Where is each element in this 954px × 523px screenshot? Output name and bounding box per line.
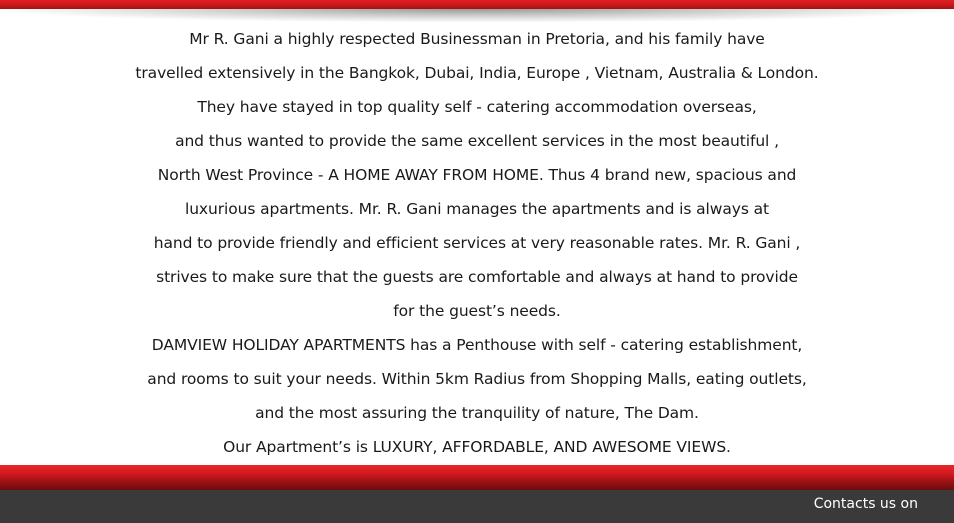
about-line: and thus wanted to provide the same excellent services in the most beautiful , xyxy=(175,132,779,150)
about-line: Our Apartment’s is LUXURY, AFFORDABLE, AND AWESOME VIEWS. xyxy=(223,438,731,456)
bottom-red-bar xyxy=(0,465,954,490)
about-line: Mr R. Gani a highly respected Businessman in Pretoria, and his family have xyxy=(189,30,765,48)
about-line: North West Province - A HOME AWAY FROM HOME. Thus 4 brand new, spacious and xyxy=(157,166,797,184)
about-text-block xyxy=(0,22,954,464)
about-line: hand to provide friendly and efficient services at very reasonable rates. Mr. R. Gani , xyxy=(153,234,801,252)
about-line: and rooms to suit your needs. Within 5km Radius from Shopping Malls, eating outlets, xyxy=(147,370,807,388)
top-red-bar xyxy=(0,0,954,9)
contact-label: Contacts us on xyxy=(813,496,918,512)
footer xyxy=(0,490,954,523)
about-line: They have stayed in top quality self - catering accommodation overseas, xyxy=(197,98,757,116)
about-line: DAMVIEW HOLIDAY APARTMENTS has a Penthouse with self - catering establishment, xyxy=(151,336,803,354)
about-line: and the most assuring the tranquility of nature, The Dam. xyxy=(255,404,699,422)
about-line: luxurious apartments. Mr. R. Gani manages the apartments and is always at xyxy=(185,200,769,218)
about-line: for the guest’s needs. xyxy=(393,302,561,320)
about-line: travelled extensively in the Bangkok, Dubai, India, Europe , Vietnam, Australia & London. xyxy=(135,64,819,82)
about-line: strives to make sure that the guests are comfortable and always at hand to provide xyxy=(156,268,798,286)
